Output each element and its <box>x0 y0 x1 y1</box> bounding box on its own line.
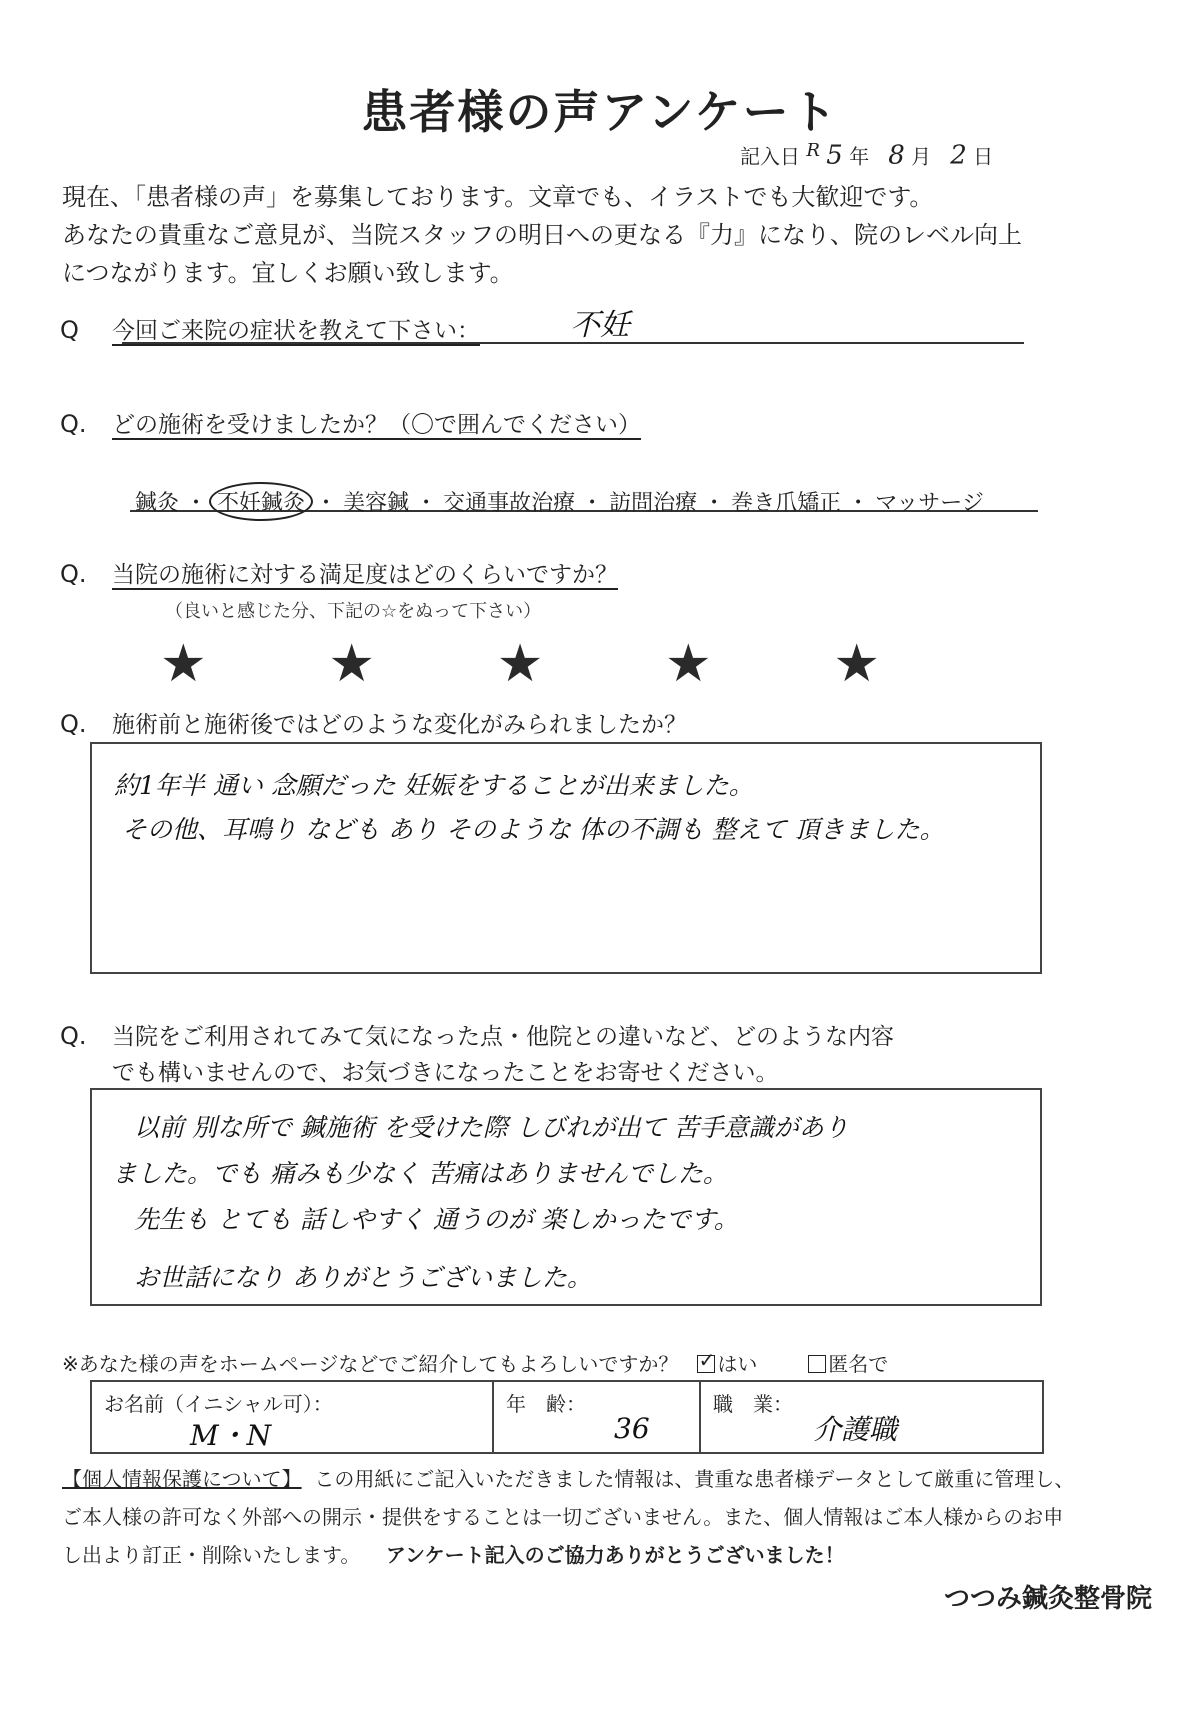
satisfaction-hint: （良いと感じた分、下記の☆をぬって下さい） <box>165 601 542 622</box>
intro-line: につながります。宜しくお願い致します。 <box>62 259 514 287</box>
feedback-answer-box[interactable] <box>90 1088 1042 1306</box>
answer-line: 先生も とても 話しやすく 通うのが 楽しかったです。 <box>134 1205 739 1234</box>
privacy-notice <box>62 1460 1162 1574</box>
treatment-option-acupuncture[interactable]: 鍼灸 <box>135 491 180 516</box>
answer-line: 以前 別な所で 鍼施術 を受けた際 しびれが出て 苦手意識があり <box>134 1113 849 1142</box>
answer-line: ました。でも 痛みも少なく 苦痛はありませんでした。 <box>112 1159 728 1188</box>
intro-text <box>62 178 1142 292</box>
name-label: お名前（イニシャル可）： <box>104 1392 333 1416</box>
question-mark: Q <box>60 316 79 344</box>
changes-answer-box[interactable] <box>90 742 1042 974</box>
question-text: 施術前と施術後ではどのような変化がみられましたか？ <box>112 712 687 738</box>
consent-yes-label: はい <box>717 1352 758 1376</box>
question-treatment <box>60 406 641 439</box>
treatment-option-cosmetic-acupuncture[interactable]: 美容鍼 <box>343 491 410 516</box>
symptoms-answer: 不妊 <box>570 308 630 343</box>
occupation-value: 介護職 <box>813 1413 898 1446</box>
option-separator: ・ <box>315 491 338 516</box>
age-value: 36 <box>614 1412 650 1445</box>
age-label: 年 齢： <box>506 1392 586 1416</box>
answer-line: 約1年半 通い 念願だった 妊娠をすることが出来ました。 <box>114 771 754 800</box>
question-satisfaction <box>60 556 618 589</box>
question-text: 当院の施術に対する満足度はどのくらいですか？ <box>112 562 618 588</box>
question-feedback <box>60 1018 894 1051</box>
respondent-info-table <box>90 1380 1044 1454</box>
satisfaction-stars <box>160 634 880 694</box>
intro-line: 現在、「患者様の声」を募集しております。文章でも、イラストでも大歓迎です。 <box>62 183 934 211</box>
star-icon[interactable]: ★ <box>160 634 207 694</box>
consent-yes-checkbox[interactable] <box>697 1355 715 1373</box>
treatment-options <box>135 482 984 521</box>
question-mark: Q. <box>60 410 87 438</box>
page-title: 患者様の声アンケート <box>361 85 839 139</box>
question-mark: Q. <box>60 710 87 738</box>
question-feedback-line2: でも構いませんので、お気づきになったことをお寄せください。 <box>112 1060 779 1086</box>
occupation-label: 職 業： <box>713 1392 793 1416</box>
treatment-option-massage[interactable]: マッサージ <box>875 491 984 516</box>
star-icon[interactable]: ★ <box>496 634 544 694</box>
name-value: M・N <box>190 1419 272 1452</box>
date-era: R <box>806 140 820 161</box>
date-month: 8 <box>888 140 905 171</box>
age-cell[interactable] <box>494 1382 701 1452</box>
star-icon[interactable]: ★ <box>833 634 880 694</box>
consent-row <box>62 1348 888 1377</box>
treatment-option-home-visit[interactable]: 訪問治療 <box>609 491 698 516</box>
answer-line: お世話になり ありがとうございました。 <box>134 1263 592 1292</box>
privacy-text: この用紙にご記入いただきました情報は、貴重な患者様データとして厳重に管理し、 <box>314 1467 1075 1491</box>
privacy-heading: 【個人情報保護について】 <box>62 1467 302 1491</box>
question-text: 当院をご利用されてみて気になった点・他院との違いなど、どのような内容 <box>112 1024 894 1050</box>
privacy-text: し出より訂正・削除いたします。 <box>62 1543 361 1567</box>
answer-line: その他、耳鳴り なども あり そのような 体の不調も 整えて 頂きました。 <box>122 815 945 844</box>
date-year-unit: 年 <box>849 144 870 169</box>
treatment-option-traffic-accident[interactable]: 交通事故治療 <box>443 491 576 516</box>
treatment-option-ingrown-nail[interactable]: 巻き爪矯正 <box>731 491 842 516</box>
option-separator: ・ <box>581 491 604 516</box>
question-changes <box>60 706 687 739</box>
consent-anonymous-label: 匿名で <box>828 1352 889 1376</box>
consent-anonymous-checkbox[interactable] <box>808 1355 826 1373</box>
star-icon[interactable]: ★ <box>328 634 375 694</box>
symptoms-answer-line[interactable] <box>122 300 1024 344</box>
question-mark: Q. <box>60 560 87 588</box>
option-separator: ・ <box>703 491 726 516</box>
date-year: 5 <box>826 140 843 171</box>
name-cell[interactable] <box>92 1382 494 1452</box>
star-icon[interactable]: ★ <box>665 634 712 694</box>
question-text: どの施術を受けましたか？（〇で囲んでください） <box>112 412 641 438</box>
date-day-unit: 日 <box>973 144 994 169</box>
date-month-unit: 月 <box>911 144 932 169</box>
date-day: 2 <box>950 140 967 171</box>
clinic-name: つつみ鍼灸整骨院 <box>943 1584 1152 1614</box>
thanks-message: アンケート記入のご協力ありがとうございました！ <box>385 1543 845 1567</box>
occupation-cell[interactable] <box>701 1382 1042 1452</box>
entry-date <box>740 140 993 171</box>
question-text: 今回ご来院の症状を教えて下さい： <box>112 318 480 344</box>
question-mark: Q. <box>60 1022 87 1050</box>
treatment-option-fertility-acupuncture[interactable]: 不妊鍼灸 <box>209 482 313 521</box>
date-label: 記入日 <box>740 144 800 169</box>
intro-line: あなたの貴重なご意見が、当院スタッフの明日への更なる『力』になり、院のレベル向上 <box>62 221 1022 249</box>
privacy-text: ご本人様の許可なく外部への開示・提供をすることは一切ございません。また、個人情報はご本人様からのお申 <box>62 1505 1064 1529</box>
consent-question: ※あなた様の声をホームページなどでご紹介してもよろしいですか？ <box>62 1352 679 1376</box>
option-separator: ・ <box>185 491 208 516</box>
option-separator: ・ <box>847 491 870 516</box>
option-separator: ・ <box>415 491 438 516</box>
